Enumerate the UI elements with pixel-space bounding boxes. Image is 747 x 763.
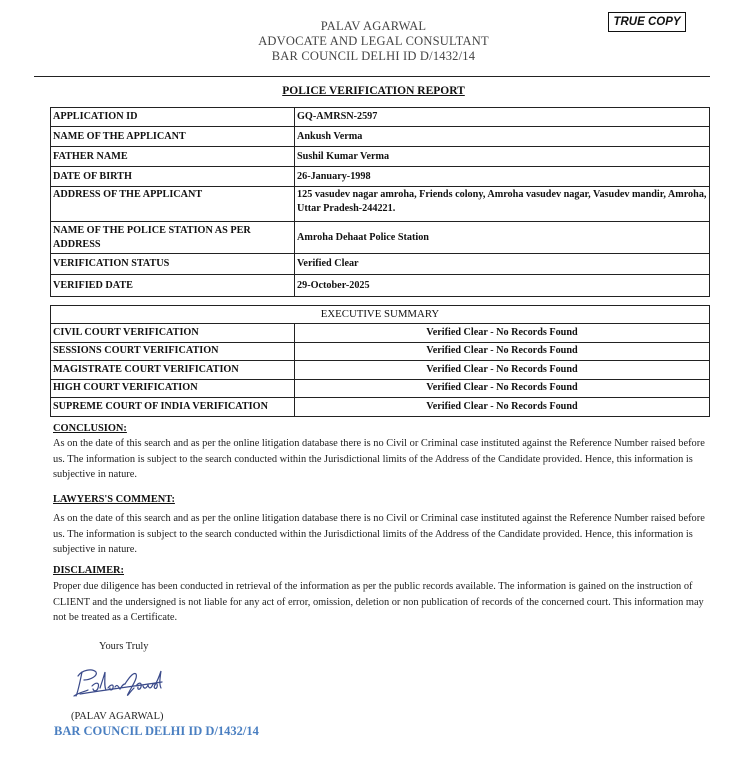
table-row <box>51 275 710 297</box>
table-row <box>51 147 710 167</box>
summary-title: EXECUTIVE SUMMARY <box>51 306 710 324</box>
executive-summary-table <box>50 305 710 417</box>
table-row <box>51 324 710 343</box>
summary-value: Verified Clear - No Records Found <box>295 398 710 417</box>
table-row <box>51 167 710 187</box>
header-divider <box>34 76 710 77</box>
summary-label: CIVIL COURT VERIFICATION <box>51 324 295 343</box>
conclusion-text: As on the date of this search and as per the online litigation database there is no Civil or Criminal case instituted against the Reference Number raised before us. The information is subject to the search conducted within the Jurisdictional limits of the Address of the Candidate provided. Hence, this information is subjective in nature. <box>53 438 705 480</box>
lawyers-comment-heading: LAWYERS'S COMMENT: <box>53 494 175 505</box>
true-copy-stamp: TRUE COPY <box>608 12 686 32</box>
detail-value: Ankush Verma <box>295 127 710 147</box>
lawyers-comment-text: As on the date of this search and as per the online litigation database there is no Civil or Criminal case instituted against the Reference Number raised before us. The information is subject to the search conducted within the Jurisdictional limits of the Address of the Candidate provided. Hence, this information is subjective in nature. <box>53 513 705 555</box>
table-row <box>51 222 710 254</box>
table-row <box>51 379 710 398</box>
advocate-designation: ADVOCATE AND LEGAL CONSULTANT <box>258 34 489 48</box>
summary-value: Verified Clear - No Records Found <box>295 361 710 380</box>
table-row <box>51 306 710 324</box>
conclusion-heading: CONCLUSION: <box>53 423 127 434</box>
detail-value: GQ-AMRSN-2597 <box>295 108 710 127</box>
table-row <box>51 127 710 147</box>
detail-label: DATE OF BIRTH <box>51 167 295 187</box>
report-title: POLICE VERIFICATION REPORT <box>282 85 465 97</box>
applicant-details-table <box>50 107 710 297</box>
summary-value: Verified Clear - No Records Found <box>295 324 710 343</box>
table-row <box>51 398 710 417</box>
detail-label: VERIFIED DATE <box>51 275 295 297</box>
detail-value: Verified Clear <box>295 254 710 275</box>
disclaimer-text: Proper due diligence has been conducted in retrieval of the information as per the public records available. The information is gained on the instruction of CLIENT and the undersigned is not liable for any act of error, omission, deletion or non publication of records of the concerned court. This information may not be treated as a Certificate. <box>53 581 704 623</box>
detail-value: 29-October-2025 <box>295 275 710 297</box>
detail-value: 125 vasudev nagar amroha, Friends colony, Amroha vasudev nagar, Vasudev mandir, Amroha, Uttar Pradesh-244221. <box>295 187 710 222</box>
summary-label: MAGISTRATE COURT VERIFICATION <box>51 361 295 380</box>
detail-label: ADDRESS OF THE APPLICANT <box>51 187 295 222</box>
advocate-bar-id: BAR COUNCIL DELHI ID D/1432/14 <box>271 49 476 63</box>
detail-label: APPLICATION ID <box>51 108 295 127</box>
summary-label: HIGH COURT VERIFICATION <box>51 379 295 398</box>
summary-label: SESSIONS COURT VERIFICATION <box>51 342 295 361</box>
signatory-name: (PALAV AGARWAL) <box>71 711 164 722</box>
closing-text: Yours Truly <box>99 641 149 652</box>
table-row <box>51 254 710 275</box>
detail-label: VERIFICATION STATUS <box>51 254 295 275</box>
advocate-name: PALAV AGARWAL <box>320 19 427 33</box>
detail-label: FATHER NAME <box>51 147 295 167</box>
handwritten-signature <box>70 662 170 709</box>
disclaimer-heading: DISCLAIMER: <box>53 565 125 576</box>
detail-label: NAME OF THE APPLICANT <box>51 127 295 147</box>
detail-value: Sushil Kumar Verma <box>295 147 710 167</box>
detail-value: 26-January-1998 <box>295 167 710 187</box>
detail-label: NAME OF THE POLICE STATION AS PER ADDRESS <box>51 222 295 254</box>
signatory-bar-id: BAR COUNCIL DELHI ID D/1432/14 <box>54 724 259 738</box>
table-row <box>51 187 710 222</box>
signature-text: Palav Agarwal <box>70 662 76 663</box>
table-row <box>51 108 710 127</box>
table-row <box>51 361 710 380</box>
detail-value: Amroha Dehaat Police Station <box>295 222 710 254</box>
summary-value: Verified Clear - No Records Found <box>295 342 710 361</box>
summary-value: Verified Clear - No Records Found <box>295 379 710 398</box>
table-row <box>51 342 710 361</box>
summary-label: SUPREME COURT OF INDIA VERIFICATION <box>51 398 295 417</box>
